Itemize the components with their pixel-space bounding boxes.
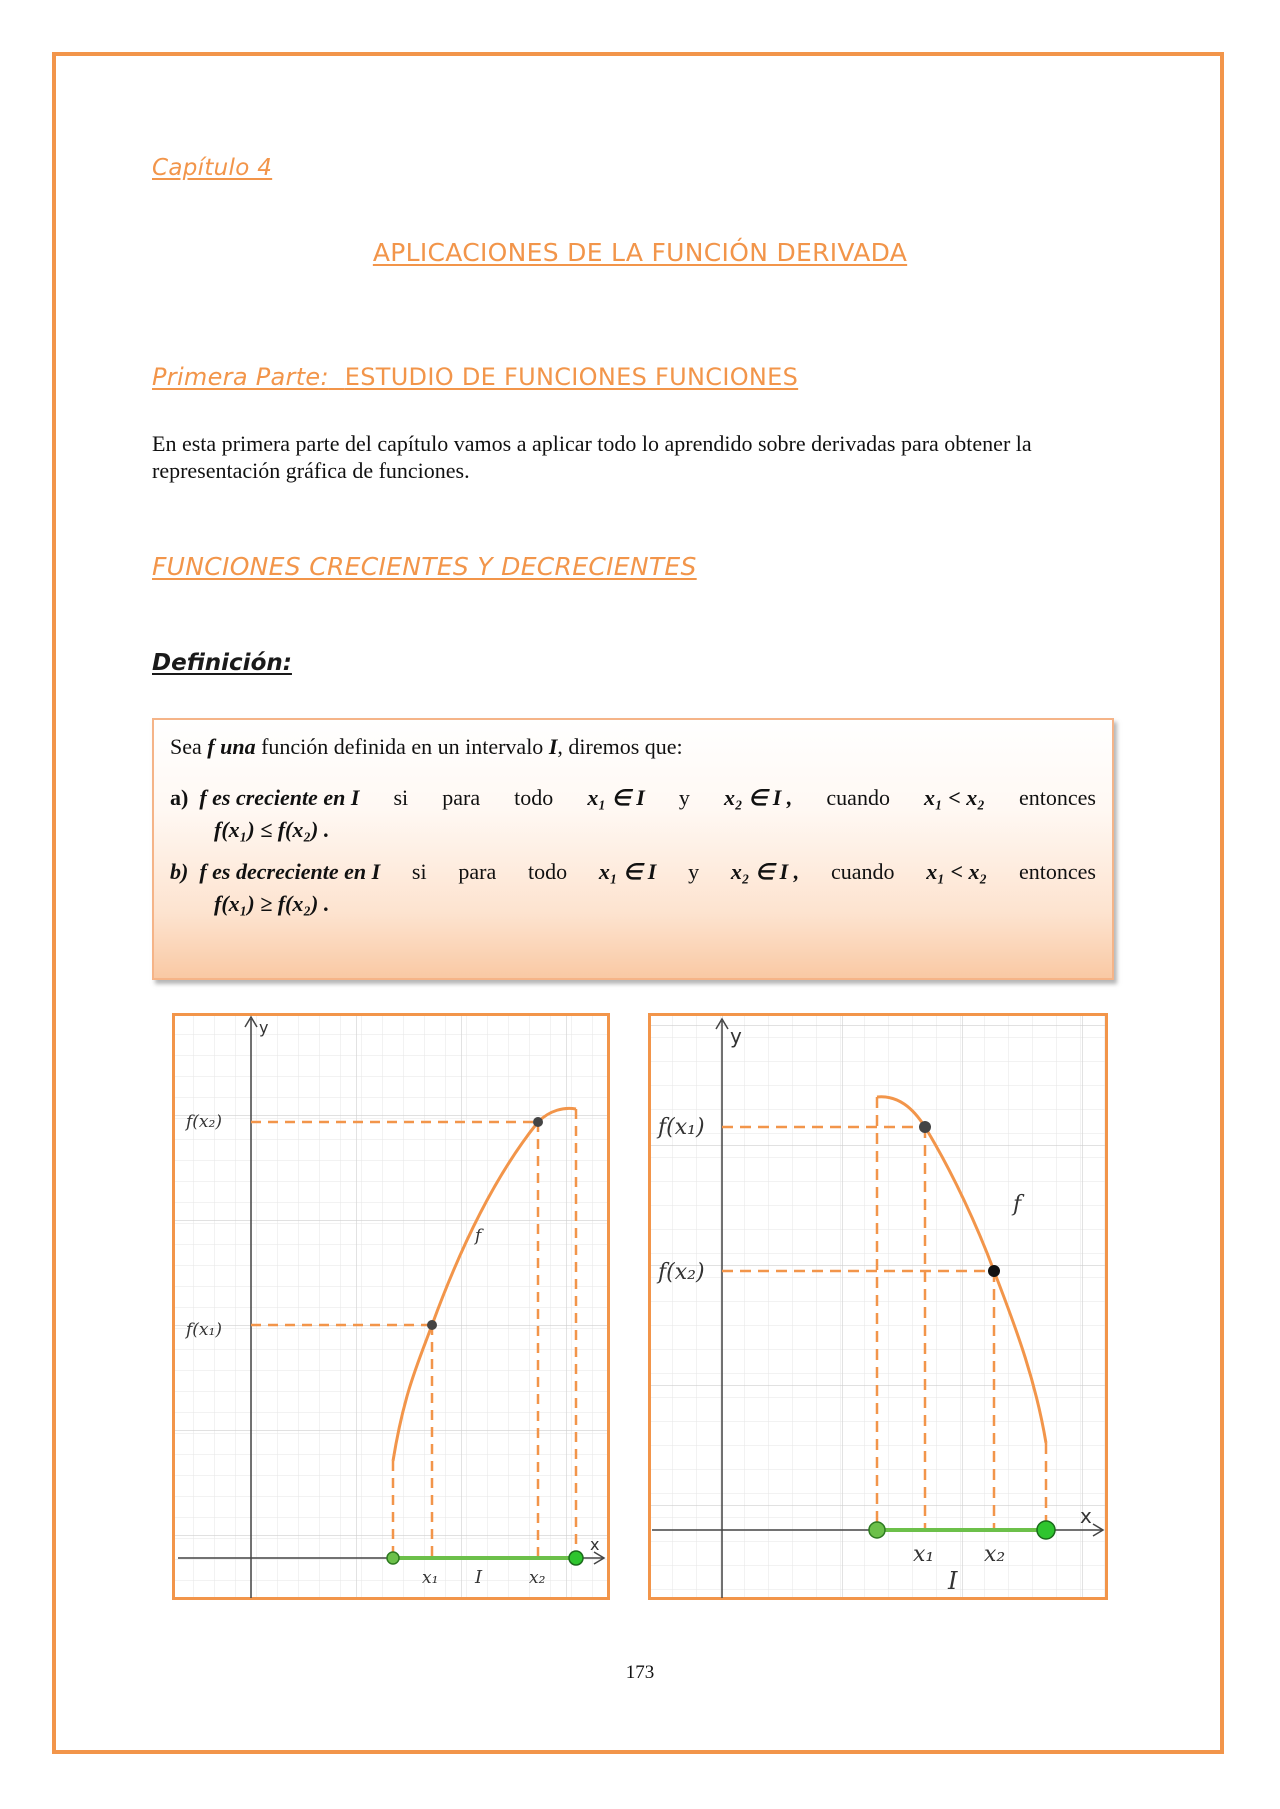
section-heading: FUNCIONES CRECIENTES Y DECRECIENTES	[152, 552, 697, 581]
definition-item-b	[170, 856, 1096, 888]
endpoint-b	[569, 1551, 583, 1565]
intro-post: , diremos que:	[557, 734, 683, 759]
endpoint-b	[1037, 1521, 1055, 1539]
item-b-label: b)	[170, 859, 189, 884]
item-b-word: si	[411, 859, 427, 884]
item-b-word: entonces	[1018, 859, 1096, 884]
label-f: f	[475, 1226, 482, 1246]
item-b-cond3: x₁ < x₂	[926, 859, 988, 884]
definition-box	[152, 718, 1114, 980]
item-b-word: cuando	[831, 859, 895, 884]
item-a-word: si	[393, 785, 409, 810]
increasing-function-graph	[172, 1013, 610, 1600]
item-b-term: f es decreciente en I	[199, 859, 381, 884]
main-title: APLICACIONES DE LA FUNCIÓN DERIVADA	[372, 238, 908, 267]
endpoint-a	[869, 1522, 885, 1538]
label-fx1: f(x₁)	[658, 1115, 705, 1140]
item-a-word: todo	[514, 785, 554, 810]
part-heading	[152, 363, 798, 391]
label-x2: x₂	[529, 1568, 546, 1588]
endpoint-a	[387, 1552, 399, 1564]
item-b-lead	[170, 856, 380, 888]
item-b-word: y	[688, 859, 700, 884]
item-a-label: a)	[170, 785, 189, 810]
item-a-word: cuando	[826, 785, 890, 810]
point-x2	[533, 1117, 543, 1127]
item-a-cond2: x₂ ∈ I ,	[723, 785, 793, 810]
intro-f: f una	[207, 734, 256, 759]
x-axis-label: x	[1080, 1504, 1092, 1528]
intro-paragraph: En esta primera parte del capítulo vamos a aplicar todo lo aprendido sobre derivadas para obtener la representación gráfica de funciones.	[152, 431, 1032, 483]
item-b-word: todo	[528, 859, 568, 884]
definition-label: Definición:	[152, 650, 292, 676]
item-b-conclusion: f(x₁) ≥ f(x₂) .	[214, 891, 330, 916]
point-x2	[988, 1265, 1000, 1277]
item-b-cond2: x₂ ∈ I ,	[730, 859, 800, 884]
point-x1	[919, 1121, 931, 1133]
item-a-word: entonces	[1019, 785, 1096, 810]
label-I: I	[475, 1567, 483, 1588]
y-axis-label: y	[259, 1018, 269, 1037]
part-label: Primera Parte:	[152, 363, 329, 391]
label-fx2: f(x₂)	[186, 1112, 222, 1132]
item-a-lead	[170, 782, 359, 814]
item-b-cond1: x₁ ∈ I	[598, 859, 657, 884]
part-title: ESTUDIO DE FUNCIONES FUNCIONES	[344, 363, 799, 391]
item-a-word: y	[678, 785, 690, 810]
intro-interval: I	[548, 734, 558, 759]
item-a-cond3: x₁ < x₂	[924, 785, 985, 810]
intro-mid: función definida en un intervalo	[261, 734, 544, 759]
intro-pre: Sea	[170, 734, 202, 759]
item-a-term: f es creciente en I	[199, 785, 360, 810]
label-I: I	[948, 1567, 958, 1595]
label-fx1: f(x₁)	[186, 1320, 222, 1340]
definition-intro	[170, 734, 1096, 760]
label-f: f	[1013, 1192, 1022, 1217]
decreasing-function-graph	[648, 1013, 1108, 1600]
label-fx2: f(x₂)	[658, 1260, 705, 1285]
definition-item-a	[170, 782, 1096, 814]
y-axis-label: y	[730, 1024, 742, 1048]
chapter-heading: Capítulo 4	[152, 155, 273, 181]
label-x1: x₁	[422, 1568, 439, 1588]
item-b-word: para	[458, 859, 497, 884]
page-number: 173	[625, 1662, 655, 1683]
item-a-cond1: x₁ ∈ I	[587, 785, 645, 810]
point-x1	[427, 1320, 437, 1330]
label-x1: x₁	[913, 1542, 935, 1567]
item-a-conclusion: f(x₁) ≤ f(x₂) .	[214, 817, 330, 842]
grid-major	[174, 1015, 608, 1598]
label-x2: x₂	[984, 1542, 1006, 1567]
item-a-word: para	[442, 785, 481, 810]
x-axis-label: x	[590, 1535, 600, 1554]
